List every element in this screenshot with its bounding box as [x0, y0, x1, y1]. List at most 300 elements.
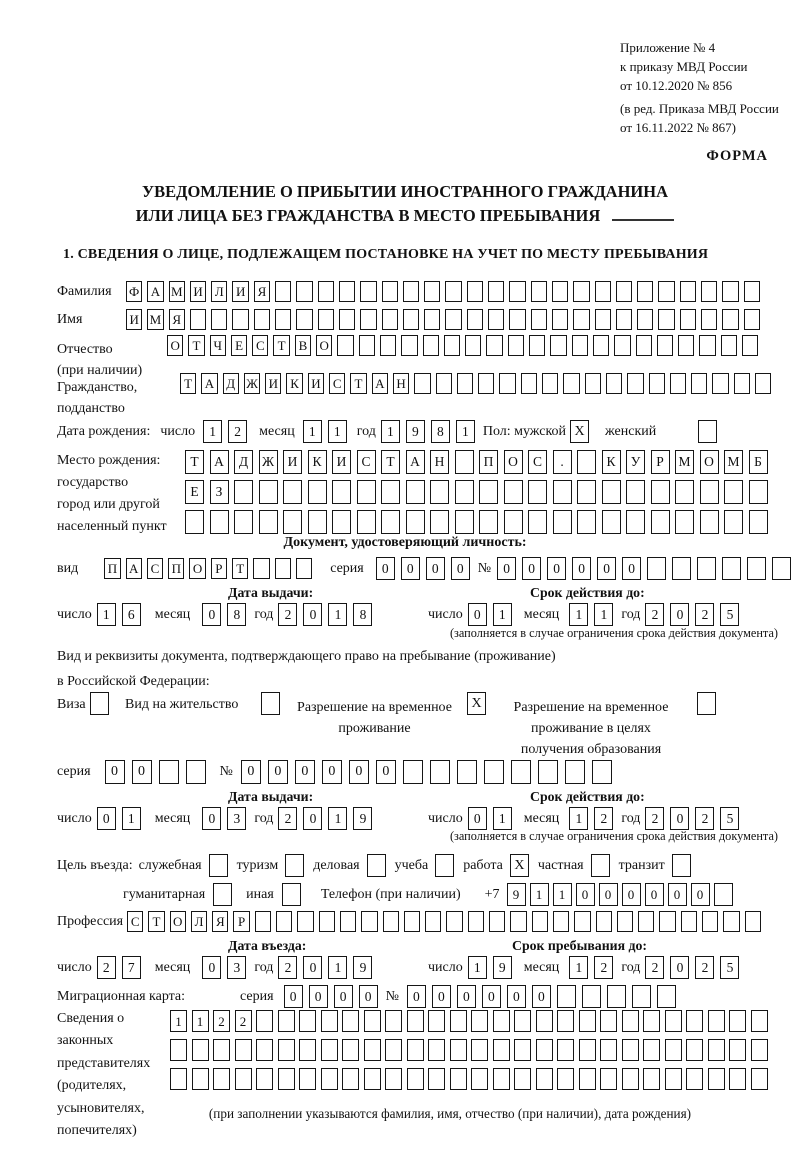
char-cell[interactable]: 0	[303, 956, 322, 979]
char-cell[interactable]	[424, 281, 440, 302]
char-cell[interactable]: 0	[426, 557, 445, 580]
char-cell[interactable]: И	[332, 450, 351, 474]
char-cell[interactable]: 2	[97, 956, 116, 979]
purpose-work-checkbox[interactable]: X	[510, 854, 529, 877]
char-cell[interactable]	[382, 281, 398, 302]
char-cell[interactable]: 5	[720, 807, 739, 830]
char-cell[interactable]: 0	[457, 985, 476, 1008]
char-cell[interactable]	[407, 1068, 424, 1090]
temp-permit-checkbox[interactable]: X	[467, 692, 486, 715]
char-cell[interactable]	[234, 510, 253, 534]
char-cell[interactable]	[170, 1039, 187, 1061]
char-cell[interactable]	[450, 1039, 467, 1061]
char-cell[interactable]	[254, 309, 270, 330]
char-cell[interactable]	[514, 1039, 531, 1061]
char-cell[interactable]: С	[329, 373, 345, 394]
char-cell[interactable]	[536, 1039, 553, 1061]
char-cell[interactable]	[751, 1039, 768, 1061]
char-cell[interactable]	[213, 1068, 230, 1090]
char-cell[interactable]	[504, 510, 523, 534]
char-cell[interactable]: 0	[359, 985, 378, 1008]
char-cell[interactable]: Т	[381, 450, 400, 474]
char-cell[interactable]	[531, 309, 547, 330]
char-cell[interactable]	[318, 281, 334, 302]
char-cell[interactable]	[514, 1010, 531, 1032]
char-cell[interactable]	[579, 1010, 596, 1032]
char-cell[interactable]	[528, 480, 547, 504]
char-cell[interactable]	[632, 985, 651, 1008]
purpose-business-checkbox[interactable]	[367, 854, 386, 877]
char-cell[interactable]	[529, 335, 545, 356]
char-cell[interactable]	[637, 281, 653, 302]
char-cell[interactable]: 1	[530, 883, 549, 906]
char-cell[interactable]	[509, 281, 525, 302]
char-cell[interactable]	[600, 1010, 617, 1032]
male-checkbox[interactable]: X	[570, 420, 589, 443]
char-cell[interactable]	[308, 480, 327, 504]
char-cell[interactable]: 0	[597, 557, 616, 580]
char-cell[interactable]	[471, 1039, 488, 1061]
char-cell[interactable]: О	[316, 335, 332, 356]
char-cell[interactable]: Ф	[126, 281, 142, 302]
char-cell[interactable]: 2	[695, 807, 714, 830]
char-cell[interactable]	[428, 1010, 445, 1032]
char-cell[interactable]	[675, 480, 694, 504]
char-cell[interactable]: 0	[572, 557, 591, 580]
char-cell[interactable]	[622, 1010, 639, 1032]
edu-permit-checkbox[interactable]	[697, 692, 716, 715]
char-cell[interactable]	[553, 480, 572, 504]
char-cell[interactable]	[595, 281, 611, 302]
char-cell[interactable]: 0	[295, 760, 315, 784]
char-cell[interactable]	[478, 373, 494, 394]
char-cell[interactable]	[380, 335, 396, 356]
char-cell[interactable]: 2	[645, 603, 664, 626]
char-cell[interactable]	[747, 557, 766, 580]
char-cell[interactable]	[213, 1039, 230, 1061]
char-cell[interactable]	[192, 1039, 209, 1061]
char-cell[interactable]	[423, 335, 439, 356]
char-cell[interactable]: С	[252, 335, 268, 356]
char-cell[interactable]: 0	[507, 985, 526, 1008]
char-cell[interactable]	[382, 309, 398, 330]
char-cell[interactable]	[595, 309, 611, 330]
char-cell[interactable]	[536, 1068, 553, 1090]
char-cell[interactable]	[700, 510, 719, 534]
char-cell[interactable]: 0	[132, 760, 152, 784]
char-cell[interactable]: Л	[191, 911, 207, 932]
char-cell[interactable]: С	[357, 450, 376, 474]
char-cell[interactable]: 2	[594, 807, 613, 830]
char-cell[interactable]	[450, 1068, 467, 1090]
char-cell[interactable]	[467, 309, 483, 330]
char-cell[interactable]	[596, 911, 612, 932]
char-cell[interactable]	[636, 335, 652, 356]
char-cell[interactable]	[577, 450, 596, 474]
char-cell[interactable]: 0	[349, 760, 369, 784]
char-cell[interactable]	[651, 510, 670, 534]
char-cell[interactable]	[616, 281, 632, 302]
char-cell[interactable]	[339, 309, 355, 330]
char-cell[interactable]: С	[127, 911, 143, 932]
char-cell[interactable]: 2	[278, 956, 297, 979]
char-cell[interactable]: 0	[576, 883, 595, 906]
char-cell[interactable]	[299, 1068, 316, 1090]
char-cell[interactable]	[211, 309, 227, 330]
char-cell[interactable]: 0	[522, 557, 541, 580]
purpose-humanitarian-checkbox[interactable]	[213, 883, 232, 906]
char-cell[interactable]	[622, 1068, 639, 1090]
char-cell[interactable]	[552, 281, 568, 302]
char-cell[interactable]	[772, 557, 791, 580]
char-cell[interactable]	[414, 373, 430, 394]
char-cell[interactable]	[299, 1039, 316, 1061]
char-cell[interactable]	[714, 883, 733, 906]
char-cell[interactable]: 0	[97, 807, 116, 830]
char-cell[interactable]	[297, 911, 313, 932]
purpose-private-checkbox[interactable]	[591, 854, 610, 877]
char-cell[interactable]: 0	[668, 883, 687, 906]
char-cell[interactable]	[600, 1068, 617, 1090]
char-cell[interactable]: 0	[532, 985, 551, 1008]
char-cell[interactable]	[702, 911, 718, 932]
char-cell[interactable]: 0	[202, 956, 221, 979]
char-cell[interactable]: 0	[202, 603, 221, 626]
char-cell[interactable]	[406, 510, 425, 534]
char-cell[interactable]	[364, 1039, 381, 1061]
visa-checkbox[interactable]	[90, 692, 109, 715]
char-cell[interactable]	[606, 373, 622, 394]
char-cell[interactable]: 2	[594, 956, 613, 979]
char-cell[interactable]: 0	[670, 956, 689, 979]
char-cell[interactable]	[275, 558, 291, 579]
char-cell[interactable]: 2	[645, 956, 664, 979]
char-cell[interactable]	[342, 1039, 359, 1061]
char-cell[interactable]: 1	[569, 956, 588, 979]
char-cell[interactable]	[699, 335, 715, 356]
char-cell[interactable]	[614, 335, 630, 356]
char-cell[interactable]: 5	[720, 603, 739, 626]
char-cell[interactable]: Т	[148, 911, 164, 932]
char-cell[interactable]	[531, 281, 547, 302]
char-cell[interactable]: 0	[407, 985, 426, 1008]
char-cell[interactable]	[573, 281, 589, 302]
char-cell[interactable]: 0	[303, 603, 322, 626]
char-cell[interactable]: Я	[212, 911, 228, 932]
char-cell[interactable]: О	[504, 450, 523, 474]
char-cell[interactable]	[749, 480, 768, 504]
char-cell[interactable]: Б	[749, 450, 768, 474]
char-cell[interactable]	[637, 309, 653, 330]
char-cell[interactable]	[499, 373, 515, 394]
char-cell[interactable]	[430, 760, 450, 784]
char-cell[interactable]: 1	[569, 807, 588, 830]
char-cell[interactable]	[467, 281, 483, 302]
char-cell[interactable]	[755, 373, 771, 394]
char-cell[interactable]	[489, 911, 505, 932]
char-cell[interactable]	[488, 309, 504, 330]
char-cell[interactable]	[342, 1010, 359, 1032]
char-cell[interactable]: 2	[213, 1010, 230, 1032]
char-cell[interactable]: И	[308, 373, 324, 394]
char-cell[interactable]	[643, 1039, 660, 1061]
char-cell[interactable]	[657, 985, 676, 1008]
char-cell[interactable]	[283, 510, 302, 534]
char-cell[interactable]: И	[126, 309, 142, 330]
char-cell[interactable]	[446, 911, 462, 932]
char-cell[interactable]	[686, 1068, 703, 1090]
char-cell[interactable]: В	[295, 335, 311, 356]
char-cell[interactable]: А	[201, 373, 217, 394]
char-cell[interactable]: 0	[622, 557, 641, 580]
char-cell[interactable]: Т	[232, 558, 248, 579]
char-cell[interactable]	[234, 480, 253, 504]
char-cell[interactable]: У	[626, 450, 645, 474]
char-cell[interactable]	[381, 510, 400, 534]
char-cell[interactable]: Т	[273, 335, 289, 356]
char-cell[interactable]	[552, 309, 568, 330]
char-cell[interactable]	[364, 1010, 381, 1032]
char-cell[interactable]	[573, 309, 589, 330]
char-cell[interactable]	[627, 373, 643, 394]
char-cell[interactable]: Л	[211, 281, 227, 302]
char-cell[interactable]	[321, 1010, 338, 1032]
char-cell[interactable]: 2	[228, 420, 247, 443]
char-cell[interactable]	[256, 1068, 273, 1090]
char-cell[interactable]	[444, 335, 460, 356]
char-cell[interactable]	[511, 760, 531, 784]
char-cell[interactable]	[278, 1010, 295, 1032]
char-cell[interactable]	[563, 373, 579, 394]
char-cell[interactable]	[607, 985, 626, 1008]
char-cell[interactable]	[532, 911, 548, 932]
char-cell[interactable]: 0	[497, 557, 516, 580]
purpose-transit-checkbox[interactable]	[672, 854, 691, 877]
char-cell[interactable]	[729, 1010, 746, 1032]
char-cell[interactable]: 1	[97, 603, 116, 626]
char-cell[interactable]: 2	[695, 956, 714, 979]
char-cell[interactable]: 2	[645, 807, 664, 830]
char-cell[interactable]: 8	[227, 603, 246, 626]
char-cell[interactable]	[190, 309, 206, 330]
char-cell[interactable]	[457, 373, 473, 394]
char-cell[interactable]	[553, 911, 569, 932]
char-cell[interactable]	[185, 510, 204, 534]
char-cell[interactable]	[357, 510, 376, 534]
char-cell[interactable]	[672, 557, 691, 580]
purpose-other-checkbox[interactable]	[282, 883, 301, 906]
char-cell[interactable]: А	[126, 558, 142, 579]
char-cell[interactable]: П	[168, 558, 184, 579]
char-cell[interactable]	[651, 480, 670, 504]
char-cell[interactable]	[616, 309, 632, 330]
char-cell[interactable]: Е	[185, 480, 204, 504]
char-cell[interactable]	[577, 510, 596, 534]
char-cell[interactable]	[401, 335, 417, 356]
char-cell[interactable]	[407, 1010, 424, 1032]
char-cell[interactable]: 0	[622, 883, 641, 906]
char-cell[interactable]: О	[189, 558, 205, 579]
char-cell[interactable]: М	[675, 450, 694, 474]
char-cell[interactable]	[722, 281, 738, 302]
char-cell[interactable]	[296, 558, 312, 579]
char-cell[interactable]	[385, 1068, 402, 1090]
char-cell[interactable]: А	[210, 450, 229, 474]
char-cell[interactable]	[296, 309, 312, 330]
char-cell[interactable]	[686, 1039, 703, 1061]
char-cell[interactable]	[278, 1068, 295, 1090]
char-cell[interactable]	[724, 510, 743, 534]
char-cell[interactable]	[509, 309, 525, 330]
char-cell[interactable]	[638, 911, 654, 932]
char-cell[interactable]: 0	[670, 603, 689, 626]
char-cell[interactable]	[734, 373, 750, 394]
char-cell[interactable]	[381, 480, 400, 504]
char-cell[interactable]: 2	[278, 807, 297, 830]
char-cell[interactable]: С	[147, 558, 163, 579]
char-cell[interactable]	[508, 335, 524, 356]
char-cell[interactable]: 0	[303, 807, 322, 830]
char-cell[interactable]	[259, 510, 278, 534]
char-cell[interactable]: 0	[468, 603, 487, 626]
char-cell[interactable]	[697, 557, 716, 580]
char-cell[interactable]	[403, 760, 423, 784]
char-cell[interactable]: 9	[507, 883, 526, 906]
char-cell[interactable]	[403, 281, 419, 302]
char-cell[interactable]	[643, 1068, 660, 1090]
char-cell[interactable]: А	[406, 450, 425, 474]
char-cell[interactable]: 1	[203, 420, 222, 443]
char-cell[interactable]	[361, 911, 377, 932]
char-cell[interactable]	[308, 510, 327, 534]
char-cell[interactable]: О	[700, 450, 719, 474]
char-cell[interactable]	[256, 1010, 273, 1032]
char-cell[interactable]	[553, 510, 572, 534]
char-cell[interactable]: Р	[651, 450, 670, 474]
char-cell[interactable]: Р	[233, 911, 249, 932]
char-cell[interactable]: .	[553, 450, 572, 474]
char-cell[interactable]	[360, 281, 376, 302]
char-cell[interactable]	[579, 1039, 596, 1061]
char-cell[interactable]	[557, 1010, 574, 1032]
char-cell[interactable]	[675, 510, 694, 534]
residence-permit-checkbox[interactable]	[261, 692, 280, 715]
char-cell[interactable]: 1	[328, 420, 347, 443]
char-cell[interactable]: 0	[268, 760, 288, 784]
char-cell[interactable]: Н	[430, 450, 449, 474]
char-cell[interactable]	[428, 1068, 445, 1090]
char-cell[interactable]	[484, 760, 504, 784]
char-cell[interactable]: 9	[353, 956, 372, 979]
char-cell[interactable]	[342, 1068, 359, 1090]
char-cell[interactable]	[332, 480, 351, 504]
char-cell[interactable]	[708, 1068, 725, 1090]
char-cell[interactable]	[572, 335, 588, 356]
char-cell[interactable]	[744, 281, 760, 302]
char-cell[interactable]: 8	[431, 420, 450, 443]
char-cell[interactable]	[536, 1010, 553, 1032]
char-cell[interactable]: 1	[328, 603, 347, 626]
char-cell[interactable]: Ж	[244, 373, 260, 394]
char-cell[interactable]	[665, 1068, 682, 1090]
char-cell[interactable]: 3	[227, 807, 246, 830]
char-cell[interactable]: 0	[670, 807, 689, 830]
char-cell[interactable]	[659, 911, 675, 932]
char-cell[interactable]	[318, 309, 334, 330]
char-cell[interactable]: 0	[376, 760, 396, 784]
char-cell[interactable]: 0	[105, 760, 125, 784]
char-cell[interactable]	[745, 911, 761, 932]
char-cell[interactable]: 0	[645, 883, 664, 906]
char-cell[interactable]	[321, 1039, 338, 1061]
char-cell[interactable]	[701, 309, 717, 330]
char-cell[interactable]: 1	[192, 1010, 209, 1032]
char-cell[interactable]: Д	[234, 450, 253, 474]
char-cell[interactable]: Я	[254, 281, 270, 302]
char-cell[interactable]	[749, 510, 768, 534]
char-cell[interactable]	[235, 1039, 252, 1061]
char-cell[interactable]	[649, 373, 665, 394]
char-cell[interactable]	[658, 281, 674, 302]
char-cell[interactable]	[457, 760, 477, 784]
char-cell[interactable]: 7	[122, 956, 141, 979]
char-cell[interactable]	[299, 1010, 316, 1032]
char-cell[interactable]	[383, 911, 399, 932]
char-cell[interactable]	[424, 309, 440, 330]
char-cell[interactable]: 1	[170, 1010, 187, 1032]
char-cell[interactable]	[253, 558, 269, 579]
char-cell[interactable]: Е	[231, 335, 247, 356]
char-cell[interactable]: Р	[211, 558, 227, 579]
char-cell[interactable]	[686, 1010, 703, 1032]
char-cell[interactable]	[751, 1068, 768, 1090]
char-cell[interactable]	[159, 760, 179, 784]
char-cell[interactable]: 0	[547, 557, 566, 580]
char-cell[interactable]	[542, 373, 558, 394]
char-cell[interactable]: Ж	[259, 450, 278, 474]
char-cell[interactable]	[557, 1068, 574, 1090]
char-cell[interactable]	[407, 1039, 424, 1061]
char-cell[interactable]: 9	[493, 956, 512, 979]
char-cell[interactable]	[665, 1010, 682, 1032]
char-cell[interactable]	[729, 1068, 746, 1090]
char-cell[interactable]	[479, 510, 498, 534]
char-cell[interactable]	[678, 335, 694, 356]
char-cell[interactable]	[510, 911, 526, 932]
char-cell[interactable]: 1	[493, 807, 512, 830]
char-cell[interactable]	[296, 281, 312, 302]
char-cell[interactable]	[626, 480, 645, 504]
char-cell[interactable]	[579, 1068, 596, 1090]
char-cell[interactable]: О	[167, 335, 183, 356]
char-cell[interactable]: Д	[223, 373, 239, 394]
char-cell[interactable]	[404, 911, 420, 932]
char-cell[interactable]	[493, 1010, 510, 1032]
char-cell[interactable]: П	[104, 558, 120, 579]
char-cell[interactable]: 0	[599, 883, 618, 906]
char-cell[interactable]: 1	[553, 883, 572, 906]
char-cell[interactable]	[425, 911, 441, 932]
char-cell[interactable]	[445, 309, 461, 330]
char-cell[interactable]	[723, 911, 739, 932]
char-cell[interactable]	[582, 985, 601, 1008]
char-cell[interactable]: И	[283, 450, 302, 474]
char-cell[interactable]	[600, 1039, 617, 1061]
char-cell[interactable]: 1	[122, 807, 141, 830]
char-cell[interactable]	[722, 309, 738, 330]
char-cell[interactable]	[724, 480, 743, 504]
char-cell[interactable]: Я	[169, 309, 185, 330]
